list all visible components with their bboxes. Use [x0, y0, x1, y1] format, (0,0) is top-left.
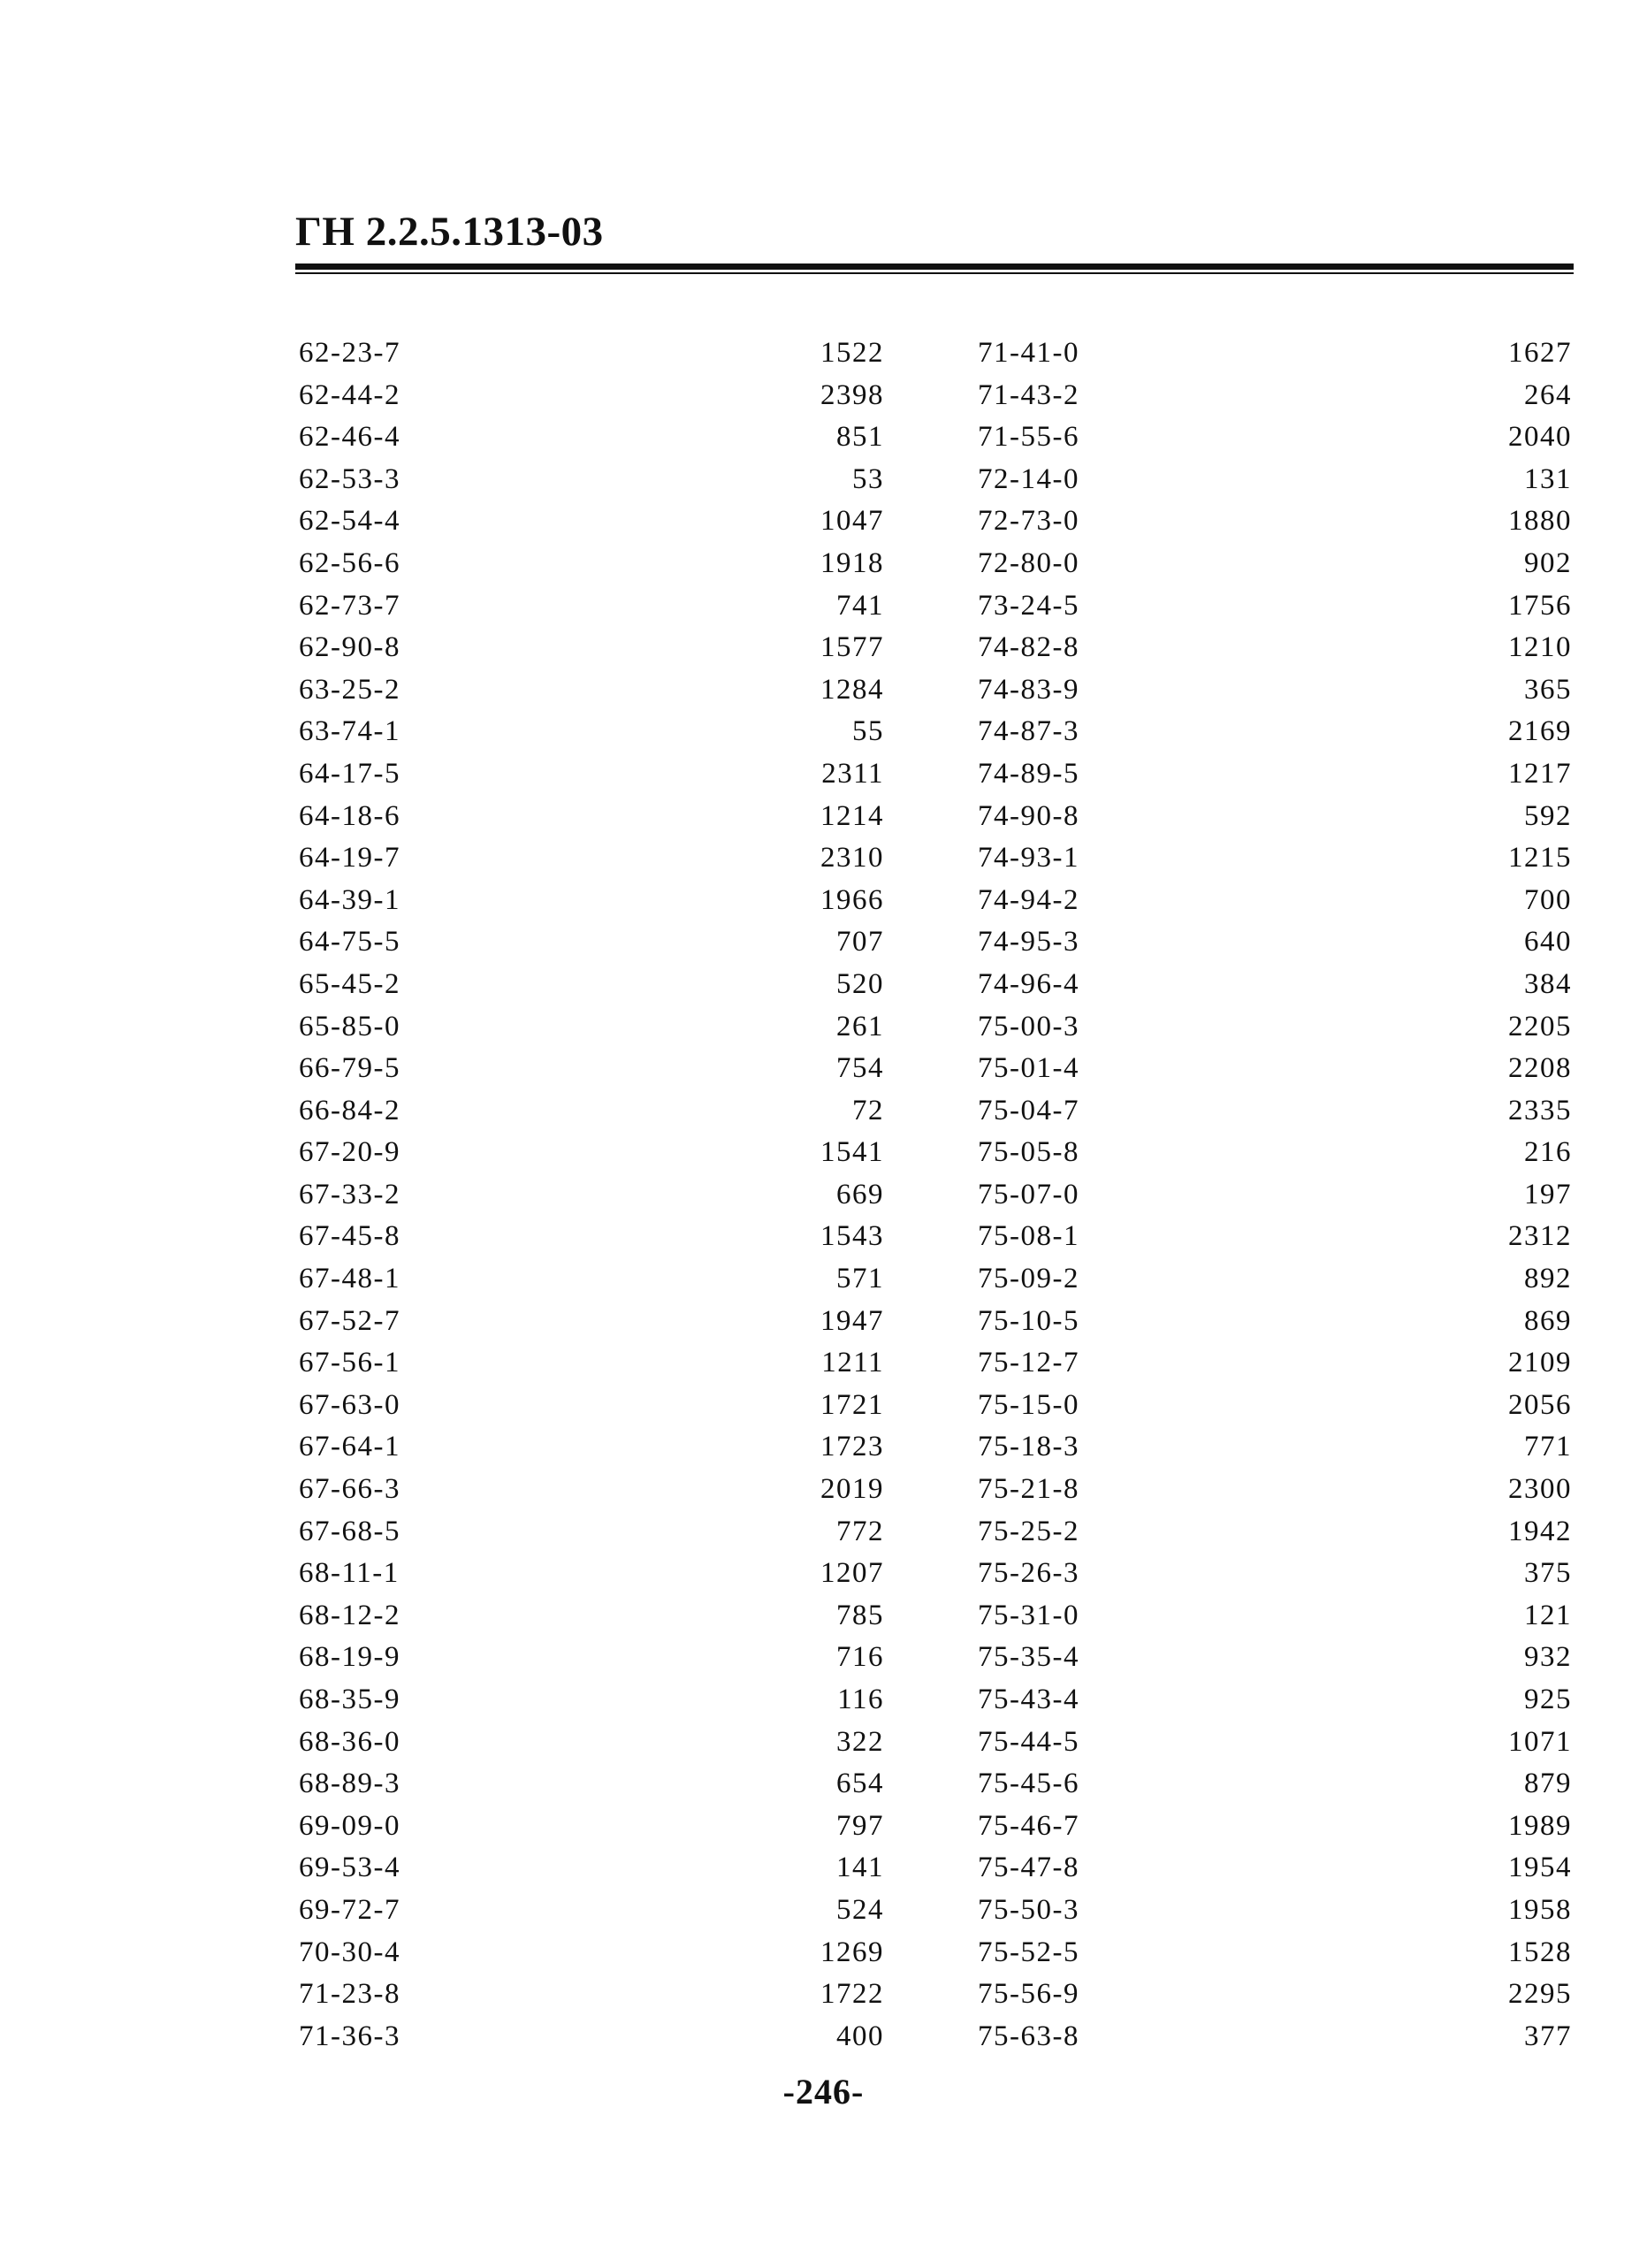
cas-number: 62-90-8 — [299, 631, 400, 664]
substance-number: 785 — [836, 1599, 884, 1631]
cas-number: 66-84-2 — [299, 1094, 400, 1126]
table-row — [978, 921, 1572, 964]
document-header — [295, 205, 1574, 274]
cas-number: 75-44-5 — [978, 1725, 1079, 1758]
cas-number: 75-50-3 — [978, 1893, 1079, 1926]
table-row — [978, 1890, 1572, 1932]
substance-number: 1942 — [1508, 1515, 1572, 1547]
substance-number: 1210 — [1508, 631, 1572, 664]
cas-number: 75-07-0 — [978, 1178, 1079, 1210]
table-row — [299, 1426, 884, 1469]
substance-number: 707 — [836, 926, 884, 958]
table-row — [299, 1006, 884, 1049]
substance-number: 1211 — [821, 1347, 884, 1379]
substance-number: 879 — [1524, 1768, 1572, 1800]
table-row — [299, 1932, 884, 1974]
table-row — [978, 1132, 1572, 1174]
table-row — [978, 1595, 1572, 1638]
cas-number: 63-74-1 — [299, 715, 400, 748]
cas-number: 75-45-6 — [978, 1768, 1079, 1800]
table-row — [978, 880, 1572, 922]
table-row — [978, 753, 1572, 796]
table-row — [978, 1426, 1572, 1469]
substance-number: 925 — [1524, 1684, 1572, 1715]
cas-number: 74-96-4 — [978, 967, 1079, 1000]
cas-number: 75-21-8 — [978, 1473, 1079, 1506]
substance-number: 869 — [1524, 1304, 1572, 1337]
table-row — [978, 1679, 1572, 1722]
table-row — [299, 627, 884, 669]
cas-number: 75-43-4 — [978, 1684, 1079, 1715]
table-row — [299, 921, 884, 964]
table-row — [978, 711, 1572, 753]
substance-number: 2056 — [1508, 1388, 1572, 1421]
cas-number: 68-35-9 — [299, 1684, 400, 1715]
substance-number: 520 — [836, 967, 884, 1000]
cas-number: 67-48-1 — [299, 1263, 400, 1295]
cas-number: 62-56-6 — [299, 546, 400, 579]
substance-number: 1722 — [820, 1978, 884, 2011]
cas-number: 67-45-8 — [299, 1220, 400, 1253]
cas-number: 74-90-8 — [978, 799, 1079, 832]
cas-number: 72-14-0 — [978, 462, 1079, 495]
table-row — [978, 375, 1572, 417]
substance-number: 1528 — [1508, 1936, 1572, 1968]
substance-number: 1543 — [820, 1220, 884, 1253]
substance-number: 741 — [836, 589, 884, 622]
table-row — [978, 627, 1572, 669]
substance-number: 640 — [1524, 926, 1572, 958]
cas-number: 71-55-6 — [978, 421, 1079, 454]
table-row — [978, 1806, 1572, 1848]
table-row — [978, 1637, 1572, 1679]
cas-number: 74-89-5 — [978, 757, 1079, 790]
substance-number: 1958 — [1508, 1893, 1572, 1926]
cas-number: 67-64-1 — [299, 1431, 400, 1463]
table-row — [978, 1722, 1572, 1764]
table-row — [978, 1932, 1572, 1974]
substance-number: 2311 — [821, 757, 884, 790]
cas-number: 67-63-0 — [299, 1388, 400, 1421]
substance-number: 1880 — [1508, 505, 1572, 538]
cas-number: 69-09-0 — [299, 1809, 400, 1842]
substance-number: 384 — [1524, 967, 1572, 1000]
table-row — [978, 1342, 1572, 1385]
table-row — [978, 1385, 1572, 1427]
cas-number: 62-23-7 — [299, 337, 400, 369]
substance-number: 1954 — [1508, 1852, 1572, 1884]
table-row — [978, 543, 1572, 585]
cas-number: 62-53-3 — [299, 462, 400, 495]
substance-number: 53 — [852, 462, 884, 495]
table-row — [299, 459, 884, 501]
substance-number: 1541 — [820, 1136, 884, 1169]
substance-number: 197 — [1524, 1178, 1572, 1210]
cas-number: 67-52-7 — [299, 1304, 400, 1337]
substance-number: 2312 — [1508, 1220, 1572, 1253]
cas-number: 74-87-3 — [978, 715, 1079, 748]
substance-number: 2398 — [820, 378, 884, 411]
substance-number: 264 — [1524, 378, 1572, 411]
substance-number: 1217 — [1508, 757, 1572, 790]
cas-number: 75-35-4 — [978, 1641, 1079, 1674]
cas-number: 68-36-0 — [299, 1725, 400, 1758]
right-column — [978, 332, 1572, 2058]
cas-number: 62-44-2 — [299, 378, 400, 411]
cas-number: 67-66-3 — [299, 1473, 400, 1506]
substance-number: 216 — [1524, 1136, 1572, 1169]
table-row — [978, 1553, 1572, 1595]
cas-number: 70-30-4 — [299, 1936, 400, 1968]
cas-number: 75-04-7 — [978, 1094, 1079, 1126]
substance-number: 2335 — [1508, 1094, 1572, 1126]
substance-number: 571 — [836, 1263, 884, 1295]
substance-number: 851 — [836, 421, 884, 454]
table-row — [299, 1511, 884, 1554]
cas-number: 75-10-5 — [978, 1304, 1079, 1337]
substance-number: 2300 — [1508, 1473, 1572, 1506]
table-row — [299, 332, 884, 375]
table-row — [978, 1511, 1572, 1554]
substance-number: 772 — [836, 1515, 884, 1547]
substance-number: 1522 — [820, 337, 884, 369]
substance-number: 797 — [836, 1809, 884, 1842]
table-row — [978, 459, 1572, 501]
table-row — [299, 1132, 884, 1174]
substance-number: 55 — [852, 715, 884, 748]
table-row — [299, 1806, 884, 1848]
table-row — [299, 416, 884, 459]
substance-number: 654 — [836, 1768, 884, 1800]
table-row — [299, 1258, 884, 1301]
substance-number: 2295 — [1508, 1978, 1572, 2011]
table-row — [299, 796, 884, 838]
substance-number: 116 — [837, 1684, 884, 1715]
substance-number: 1207 — [820, 1557, 884, 1590]
cas-number: 74-95-3 — [978, 926, 1079, 958]
substance-number: 892 — [1524, 1263, 1572, 1295]
table-row — [978, 332, 1572, 375]
substance-number: 121 — [1524, 1599, 1572, 1631]
substance-number: 1215 — [1508, 842, 1572, 874]
table-row — [978, 1763, 1572, 1806]
substance-number: 771 — [1524, 1431, 1572, 1463]
cas-number: 74-94-2 — [978, 883, 1079, 916]
table-row — [978, 796, 1572, 838]
cas-number: 62-54-4 — [299, 505, 400, 538]
cas-number: 75-46-7 — [978, 1809, 1079, 1842]
substance-number: 2310 — [820, 842, 884, 874]
cas-number: 63-25-2 — [299, 673, 400, 706]
table-row — [299, 711, 884, 753]
table-row — [978, 964, 1572, 1006]
cas-number: 75-15-0 — [978, 1388, 1079, 1421]
table-row — [978, 1090, 1572, 1133]
substance-number: 1071 — [1508, 1725, 1572, 1758]
table-row — [978, 1216, 1572, 1258]
cas-number: 64-75-5 — [299, 926, 400, 958]
cas-number: 62-46-4 — [299, 421, 400, 454]
cas-number: 75-26-3 — [978, 1557, 1079, 1590]
table-row — [299, 964, 884, 1006]
table-row — [978, 416, 1572, 459]
substance-number: 1918 — [820, 546, 884, 579]
cas-number: 75-18-3 — [978, 1431, 1079, 1463]
substance-number: 400 — [836, 2020, 884, 2052]
substance-number: 524 — [836, 1893, 884, 1926]
cas-number: 69-53-4 — [299, 1852, 400, 1884]
cas-number: 71-23-8 — [299, 1978, 400, 2011]
table-row — [978, 669, 1572, 712]
table-row — [299, 1847, 884, 1890]
table-row — [299, 1679, 884, 1722]
cas-number: 74-82-8 — [978, 631, 1079, 664]
table-row — [299, 837, 884, 880]
table-row — [299, 500, 884, 543]
cas-number: 74-83-9 — [978, 673, 1079, 706]
cas-number: 65-85-0 — [299, 1010, 400, 1042]
substance-number: 700 — [1524, 883, 1572, 916]
substance-number: 1947 — [820, 1304, 884, 1337]
table-row — [299, 585, 884, 628]
table-row — [299, 753, 884, 796]
substance-number: 141 — [836, 1852, 884, 1884]
cas-number: 75-09-2 — [978, 1263, 1079, 1295]
substance-number: 377 — [1524, 2020, 1572, 2052]
table-row — [299, 880, 884, 922]
substance-number: 2109 — [1508, 1347, 1572, 1379]
substance-number: 2205 — [1508, 1010, 1572, 1042]
cas-number: 75-47-8 — [978, 1852, 1079, 1884]
table-row — [978, 837, 1572, 880]
substance-number: 902 — [1524, 546, 1572, 579]
table-row — [978, 1469, 1572, 1511]
cas-number: 75-31-0 — [978, 1599, 1079, 1631]
table-row — [299, 1637, 884, 1679]
substance-number: 1627 — [1508, 337, 1572, 369]
header-rule-thick — [295, 263, 1574, 270]
table-row — [299, 1722, 884, 1764]
header-rule-thin — [295, 272, 1574, 274]
cas-number: 68-19-9 — [299, 1641, 400, 1674]
table-row — [299, 1974, 884, 2016]
substance-number: 592 — [1524, 799, 1572, 832]
cas-number: 67-68-5 — [299, 1515, 400, 1547]
table-row — [299, 1216, 884, 1258]
table-row — [299, 1595, 884, 1638]
table-row — [299, 1090, 884, 1133]
substance-number: 72 — [852, 1094, 884, 1126]
substance-number: 1284 — [820, 673, 884, 706]
cas-number: 64-19-7 — [299, 842, 400, 874]
substance-number: 1721 — [820, 1388, 884, 1421]
substance-number: 2208 — [1508, 1052, 1572, 1085]
substance-number: 1989 — [1508, 1809, 1572, 1842]
cas-number: 68-89-3 — [299, 1768, 400, 1800]
cas-number: 62-73-7 — [299, 589, 400, 622]
page-number: -246- — [782, 2072, 865, 2111]
substance-number: 2019 — [820, 1473, 884, 1506]
cas-number: 75-25-2 — [978, 1515, 1079, 1547]
substance-number: 375 — [1524, 1557, 1572, 1590]
table-row — [978, 1174, 1572, 1217]
cas-number: 75-12-7 — [978, 1347, 1079, 1379]
cas-number: 75-08-1 — [978, 1220, 1079, 1253]
substance-number: 1047 — [820, 505, 884, 538]
substance-number: 2169 — [1508, 715, 1572, 748]
substance-number: 2040 — [1508, 421, 1572, 454]
cas-number: 71-36-3 — [299, 2020, 400, 2052]
cas-number: 67-33-2 — [299, 1178, 400, 1210]
table-row — [978, 2016, 1572, 2058]
substance-number: 365 — [1524, 673, 1572, 706]
table-row — [978, 1847, 1572, 1890]
substance-number: 669 — [836, 1178, 884, 1210]
table-row — [978, 1006, 1572, 1049]
cas-number: 64-18-6 — [299, 799, 400, 832]
left-column — [299, 332, 884, 2058]
cas-number: 67-56-1 — [299, 1347, 400, 1379]
substance-number: 1214 — [820, 799, 884, 832]
substance-number: 322 — [836, 1725, 884, 1758]
table-row — [299, 375, 884, 417]
document-title: ГН 2.2.5.1313-03 — [295, 209, 604, 255]
substance-number: 716 — [836, 1641, 884, 1674]
cas-number: 75-01-4 — [978, 1052, 1079, 1085]
substance-number: 261 — [836, 1010, 884, 1042]
table-row — [299, 543, 884, 585]
table-row — [978, 1974, 1572, 2016]
table-row — [299, 1469, 884, 1511]
cas-number: 65-45-2 — [299, 967, 400, 1000]
cas-number: 71-43-2 — [978, 378, 1079, 411]
cas-number: 75-05-8 — [978, 1136, 1079, 1169]
cas-number: 64-17-5 — [299, 757, 400, 790]
cas-number: 75-63-8 — [978, 2020, 1079, 2052]
table-row — [299, 1385, 884, 1427]
cas-number: 75-00-3 — [978, 1010, 1079, 1042]
cas-number: 68-11-1 — [299, 1557, 400, 1590]
table-row — [978, 500, 1572, 543]
table-row — [299, 1048, 884, 1090]
cas-number: 75-52-5 — [978, 1936, 1079, 1968]
cas-number: 67-20-9 — [299, 1136, 400, 1169]
table-row — [299, 1174, 884, 1217]
cas-number: 64-39-1 — [299, 883, 400, 916]
table-row — [299, 1763, 884, 1806]
table-row — [978, 1048, 1572, 1090]
substance-number: 1966 — [820, 883, 884, 916]
table-row — [299, 1553, 884, 1595]
substance-number: 1269 — [820, 1936, 884, 1968]
substance-number: 754 — [836, 1052, 884, 1085]
cas-number: 68-12-2 — [299, 1599, 400, 1631]
table-row — [299, 1890, 884, 1932]
cas-number: 71-41-0 — [978, 337, 1079, 369]
table-row — [978, 1258, 1572, 1301]
substance-number: 131 — [1524, 462, 1572, 495]
substance-number: 932 — [1524, 1641, 1572, 1674]
table-row — [978, 585, 1572, 628]
cas-number: 69-72-7 — [299, 1893, 400, 1926]
cas-number: 74-93-1 — [978, 842, 1079, 874]
cas-number: 66-79-5 — [299, 1052, 400, 1085]
substance-number: 1577 — [820, 631, 884, 664]
table-row — [978, 1301, 1572, 1343]
substance-number: 1756 — [1508, 589, 1572, 622]
cas-number: 72-73-0 — [978, 505, 1079, 538]
table-row — [299, 1301, 884, 1343]
cas-number: 75-56-9 — [978, 1978, 1079, 2011]
table-row — [299, 1342, 884, 1385]
table-row — [299, 2016, 884, 2058]
cas-number: 72-80-0 — [978, 546, 1079, 579]
table-row — [299, 669, 884, 712]
cas-number: 73-24-5 — [978, 589, 1079, 622]
substance-number: 1723 — [820, 1431, 884, 1463]
